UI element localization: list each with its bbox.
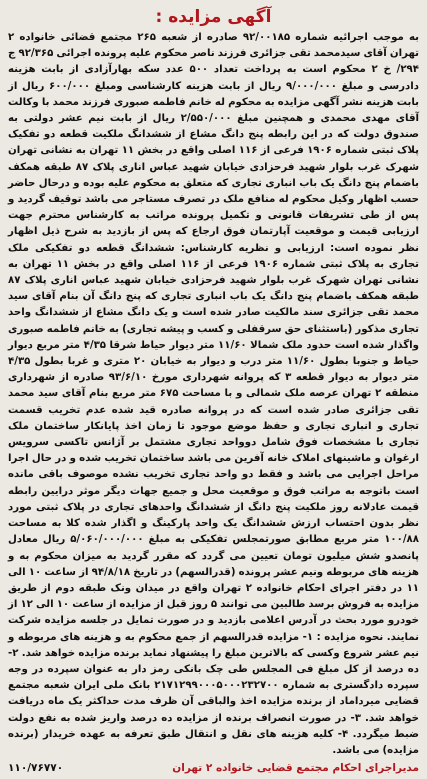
issuer-signature: مدیراجرای احکام مجتمع قضایی خانواده ۲ تهران xyxy=(172,762,419,774)
notice-footer xyxy=(8,762,419,774)
notice-code: ۱۱۰/۷۶۷۷۰ xyxy=(8,762,64,774)
notice-title: آگهی مزایده : xyxy=(155,7,272,27)
notice-body: به موجب اجرائیه شماره ۹۲/۰۰۱۸۵ صادره از شعبه ۲۶۵ مجتمع قضائی خانواده ۲ تهران آقای سیدمحمد تقی جزائری فرزند ناصر محکوم علیه پرونده اجرائی ۹۲/۳۶۵ ج ۲۹۴/ خ ۲ محکوم است به پرداخت تعداد ۵۰۰ عدد سکه بهارآزادی از بابت هزینه دادرسی و مبلغ ۹/۰۰۰/۰۰۰ ریال از بابت هزینه کارشناسی ومبلغ ۶۰۰/۰۰۰ ریال از بابت هزینه نشر آگهی مزایده به محکوم له خانم فاطمه صبوری فرزند محمد با وکالت آقای مهدی محمدی و همچنین مبلغ ۲/۵۵۰/۰۰۰ ریال از بابت نیم عشر دولتی به صندوق دولت که در این رابطه پنج دانگ مشاع از ششدانگ ملکیت قطعه دو تفکیک پلاک ثبتی شماره ۱۹۰۶ فرعی از ۱۱۶ اصلی واقع در بخش ۱۱ تهران به نشانی تهران شهرک غرب بلوار شهید فرحزادی خیابان شهید عباس اناری پلاک ۸۷ طبقه همکف باضمام پنج دانگ یک باب انباری تجاری که متعلق به محکوم علیه بوده و درحال حاضر حسب اظهار وکیل محکوم له منافع ملک در تصرف مستاجر می باشد توقیف گردید و پس از طی تشریفات قانونی و تکمیل پرونده مراتب به کارشناس محترم جهت ارزیابی قیمت و موقعیت آپارتمان فوق ارجاع که پس از بازدید به شرح ذیل اظهار نظر نموده است: ارزیابی و نظریه کارشناس: ششدانگ قطعه دو تفکیکی ملک تجاری به پلاک ثبتی شماره ۱۹۰۶ فرعی از ۱۱۶ اصلی واقع در بخش ۱۱ تهران به نشانی تهران شهرک غرب بلوار شهید فرحزادی خیابان شهید عباس اناری پلاک ۸۷ طبقه همکف باضمام پنج دانگ یک باب انباری تجاری که پنج دانگ آن بنام آقای سید محمد تقی جزائری سند مالکیت صادر شده است و یک دانگ مشاع از ششدانگ واحد تجاری مذکور (باستثنای حق سرقفلی و کسب و پیشه تجاری) به خانم فاطمه صبوری واگذار شده است حدود ملک شمالا ۱۱/۶۰ متر دیوار حیاط شرقا ۴/۳۵ متر مربع دیوار حیاط و جنوبا بطول ۱۱/۶۰ متر درب و دیوار به خیابان ۲۰ متری و غربا بطول ۴/۳۵ متر دیوار به دیوار قطعه ۳ که پروانه شهرداری مورخ ۹۳/۶/۱۰ صادره از شهرداری منطقه ۲ تهران عرصه ملک شمالی و با مساحت ۶۷۵ متر مربع بنام آقای سید محمد تقی جزائری صادر شده است که در پروانه صادره قید شده عدم تخریب قسمت تجاری و انباری تجاری و حفظ موضع موجود تا زمان اخذ پایانکار ساختمان ملک تجاری با مشخصات فوق شامل دوواحد تجاری مشتمل بر آژانس تاکسی سرویس ارغوان و ماشینهای املاک خانه آفرین می باشد ساختمان تخریب شده و در حال اجرا مراحل اجرایی می باشد و فقط دو واحد تجاری تخریب نشده موصوف باقی مانده است باتوجه به مراتب فوق و موقعیت محل و جمیع جهات دیگر موثر درایین رابطه قیمت عادلانه روز ملکیت پنج دانگ از ششدانگ واحدهای تجاری در پلاک ثبتی مورد نظر بدون احتساب ارزش ششدانگ یک واحد پارکینگ و اگذار شده کلا به مساحت ۱۰۰/۸۸ متر مربع مطابق صورتمجلس تفکیکی به مبلغ ۵/۰۶۰/۰۰۰/۰۰۰ ریال معادل پانصدو شش میلیون تومان تعیین می گردد که مقرر گردید به میزان محکوم به و هزینه های مربوطه ونیم عشر پرونده (قدرالسهم) در تاریخ ۹۴/۸/۱۸ از ساعت ۱۰ الی ۱۱ در دفتر اجرای احکام خانواده ۲ تهران واقع در میدان ونک طبقه دوم از طریق مزایده به فروش برسد طالبین می توانند ۵ روز قبل از مزایده از ساعت ۱۰ الی ۱۲ از خودرو مورد بحث در آدرس اعلامی بازدید و در صورت تمایل در جلسه مزایده شرکت نمایند. نحوه مزایده : ۱- مزایده قدرالسهم از جمع محکوم به و هزینه های مربوطه و نیم عشر شروع وکسی که بالاترین مبلغ را پیشنهاد نماید برنده مزایده خواهد شد. ۲- ده درصد از کل مبلغ فی المجلس طی چک بانکی رمز دار به عنوان سپرده در وجه سپرده دادگستری به شماره ۲۱۷۱۲۹۹۰۰۰۵۰۰۰۲۳۲۷۰۰ بانک ملی ایران شعبه مجتمع قضایی میرداماد از برنده مزایده اخذ والباقی آن ظرف مدت حداکثر یک ماه دریافت خواهد شد. ۳- در صورت انصراف برنده از مزایده ده درصد واریز شده به نفع دولت ضبط میگردد. ۴- کلیه هزینه های نقل و انتقال طبق تعرفه به عهده خریدار (برنده مزایده) می باشد. xyxy=(8,32,420,756)
